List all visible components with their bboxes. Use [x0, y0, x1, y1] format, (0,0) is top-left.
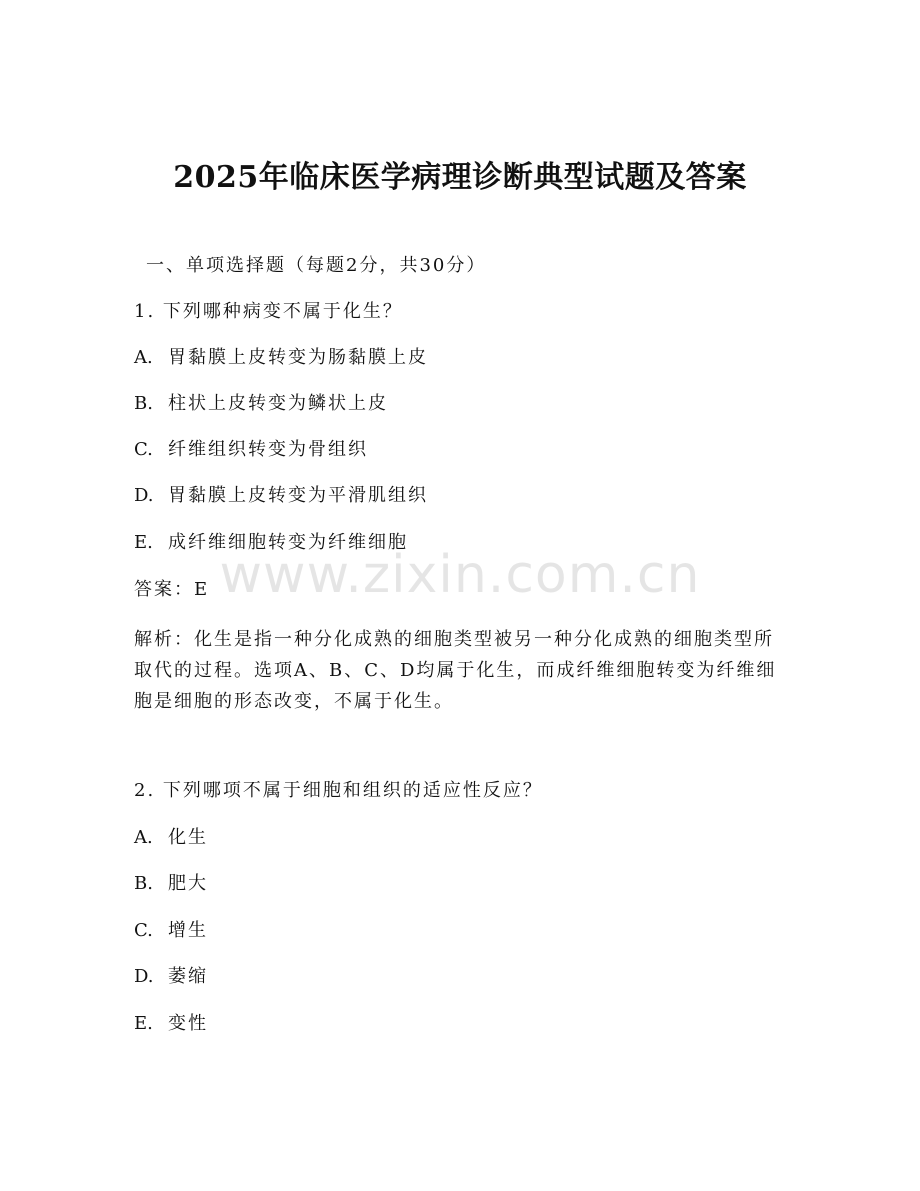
question-2-option-c — [134, 917, 208, 945]
option-text: 变性 — [168, 1013, 208, 1034]
option-label: E. — [134, 532, 153, 553]
question-1-stem: 1. 下列哪种病变不属于化生？ — [134, 301, 403, 322]
option-label: B. — [134, 873, 153, 894]
option-label: A. — [134, 827, 153, 848]
question-1-explanation: 解析：化生是指一种分化成熟的细胞类型被另一种分化成熟的细胞类型所取代的过程。选项A、B、C、D均属于化生，而成纤维细胞转变为纤维细胞是细胞的形态改变，不属于化生。 — [134, 629, 777, 712]
section-heading: 一、单项选择题（每题2分，共30分） — [146, 255, 487, 276]
option-text: 萎缩 — [168, 966, 208, 987]
option-label: E. — [134, 1013, 153, 1034]
question-1-answer: 答案：E — [134, 579, 210, 600]
question-2-option-d — [134, 963, 208, 991]
option-text: 柱状上皮转变为鳞状上皮 — [168, 393, 388, 414]
page-title: 2025年临床医学病理诊断典型试题及答案 — [173, 160, 747, 195]
question-1-option-d — [134, 482, 428, 510]
question-1-option-e — [134, 529, 408, 557]
watermark: www.zixin.com.cn — [219, 545, 701, 605]
option-text: 纤维组织转变为骨组织 — [168, 439, 368, 460]
question-1-option-a — [134, 344, 428, 372]
question-2-stem: 2. 下列哪项不属于细胞和组织的适应性反应？ — [134, 780, 543, 801]
option-text: 肥大 — [168, 873, 208, 894]
option-text: 增生 — [168, 920, 208, 941]
option-text: 化生 — [168, 827, 208, 848]
option-text: 胃黏膜上皮转变为平滑肌组织 — [168, 485, 428, 506]
option-text: 胃黏膜上皮转变为肠黏膜上皮 — [168, 347, 428, 368]
option-label: A. — [134, 347, 153, 368]
option-label: C. — [134, 920, 153, 941]
option-label: D. — [134, 485, 154, 506]
option-text: 成纤维细胞转变为纤维细胞 — [168, 532, 408, 553]
option-label: C. — [134, 439, 153, 460]
option-label: B. — [134, 393, 153, 414]
option-label: D. — [134, 966, 154, 987]
question-2-option-b — [134, 870, 208, 898]
question-2-option-e — [134, 1010, 208, 1038]
question-2-option-a — [134, 824, 208, 852]
question-1-option-c — [134, 436, 368, 464]
question-1-option-b — [134, 390, 388, 418]
